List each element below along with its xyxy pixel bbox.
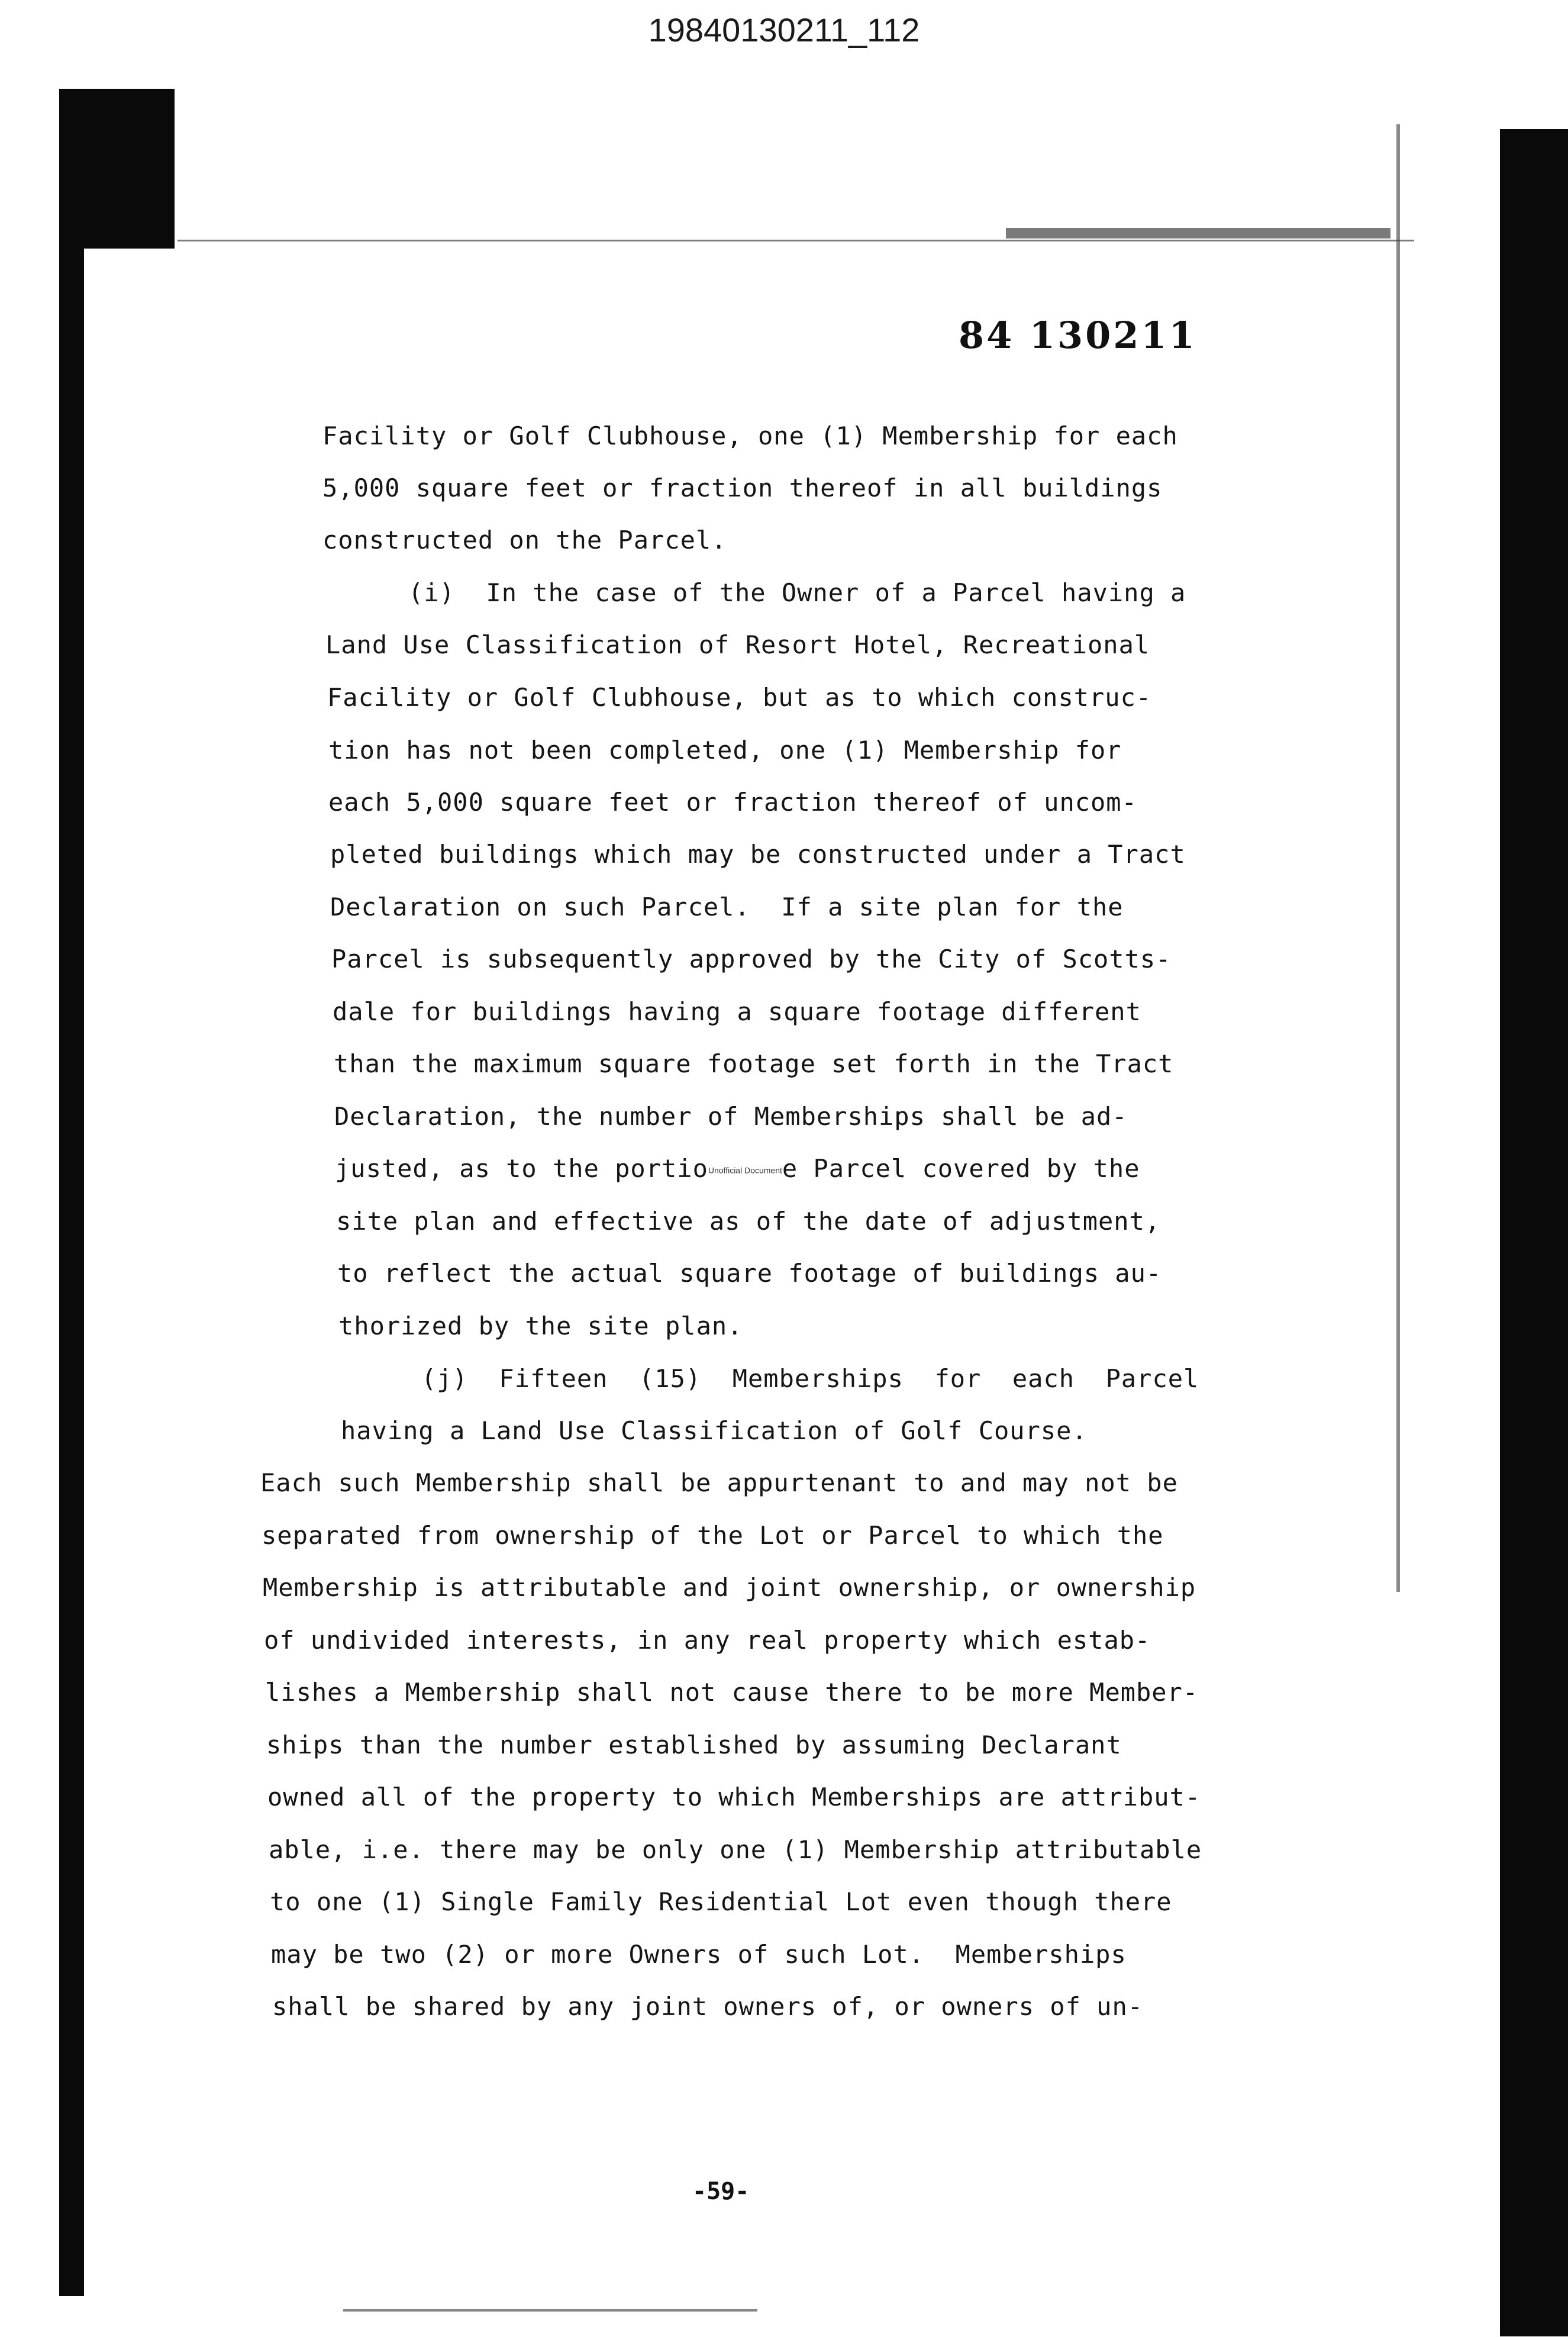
unofficial-watermark: Unofficial Document [708,1165,782,1175]
text-line: Membership is attributable and joint ownership, or ownership [263,1573,1196,1602]
scan-border-right [1500,129,1568,2336]
scan-bottom-line [343,2309,757,2312]
text-line: Land Use Classification of Resort Hotel, Recreational [325,630,1150,659]
page-number: -59- [692,2178,750,2205]
text-line: ships than the number established by assuming Declarant [266,1730,1122,1759]
scan-noise [1006,228,1390,238]
scan-border-left [59,89,84,2296]
text-line: able, i.e. there may be only one (1) Membership attributable [269,1835,1202,1864]
text-line: Each such Membership shall be appurtenant to and may not be [260,1468,1178,1497]
text-line: site plan and effective as of the date of adjustment, [336,1207,1161,1236]
text-line: than the maximum square footage set forth in the Tract [334,1049,1174,1078]
recording-number-stamp: 84 130211 [959,314,1197,357]
text-line: (i) In the case of the Owner of a Parcel having a [408,578,1186,607]
text-line: Declaration on such Parcel. If a site plan for the [330,892,1124,921]
text-line: dale for buildings having a square footage different [333,997,1141,1026]
text-line: separated from ownership of the Lot or Parcel to which the [262,1521,1164,1550]
text-line: each 5,000 square feet or fraction thereof of uncom- [328,788,1137,817]
text-line-end: e Parcel covered by the [782,1154,1140,1183]
text-line: Facility or Golf Clubhouse, but as to which construc- [327,683,1152,712]
scan-top-line [178,240,1414,241]
text-line: constructed on the Parcel. [322,526,727,555]
text-line: having a Land Use Classification of Golf Course. [341,1416,1088,1445]
text-line: pleted buildings which may be constructed under a Tract [330,840,1186,869]
text-line: Parcel is subsequently approved by the City of Scotts- [331,945,1172,974]
text-line: may be two (2) or more Owners of such Lot. Memberships [271,1940,1127,1969]
text-line: thorized by the site plan. [338,1311,743,1340]
text-line: of undivided interests, in any real property which estab- [264,1626,1151,1655]
text-line: 5,000 square feet or fraction thereof in all buildings [322,473,1163,502]
text-line-start: justed, as to the portio [335,1154,708,1183]
text-line [335,1154,1140,1183]
text-line: to reflect the actual square footage of buildings au- [337,1259,1162,1288]
document-id-header: 19840130211_112 [648,11,920,49]
text-line: tion has not been completed, one (1) Membership for [328,736,1122,765]
text-line: (j) Fifteen (15) Memberships for each Parcel [421,1364,1199,1393]
text-line: owned all of the property to which Memberships are attribut- [267,1782,1201,1811]
scan-border-top-left [59,89,175,249]
text-line: to one (1) Single Family Residential Lot even though there [270,1887,1172,1916]
text-line: shall be shared by any joint owners of, or owners of un- [272,1992,1144,2021]
text-line: Declaration, the number of Memberships shall be ad- [334,1102,1128,1131]
scan-page-edge [1396,124,1400,1592]
text-line: Facility or Golf Clubhouse, one (1) Membership for each [322,421,1178,450]
text-line: lishes a Membership shall not cause there to be more Member- [265,1678,1199,1707]
